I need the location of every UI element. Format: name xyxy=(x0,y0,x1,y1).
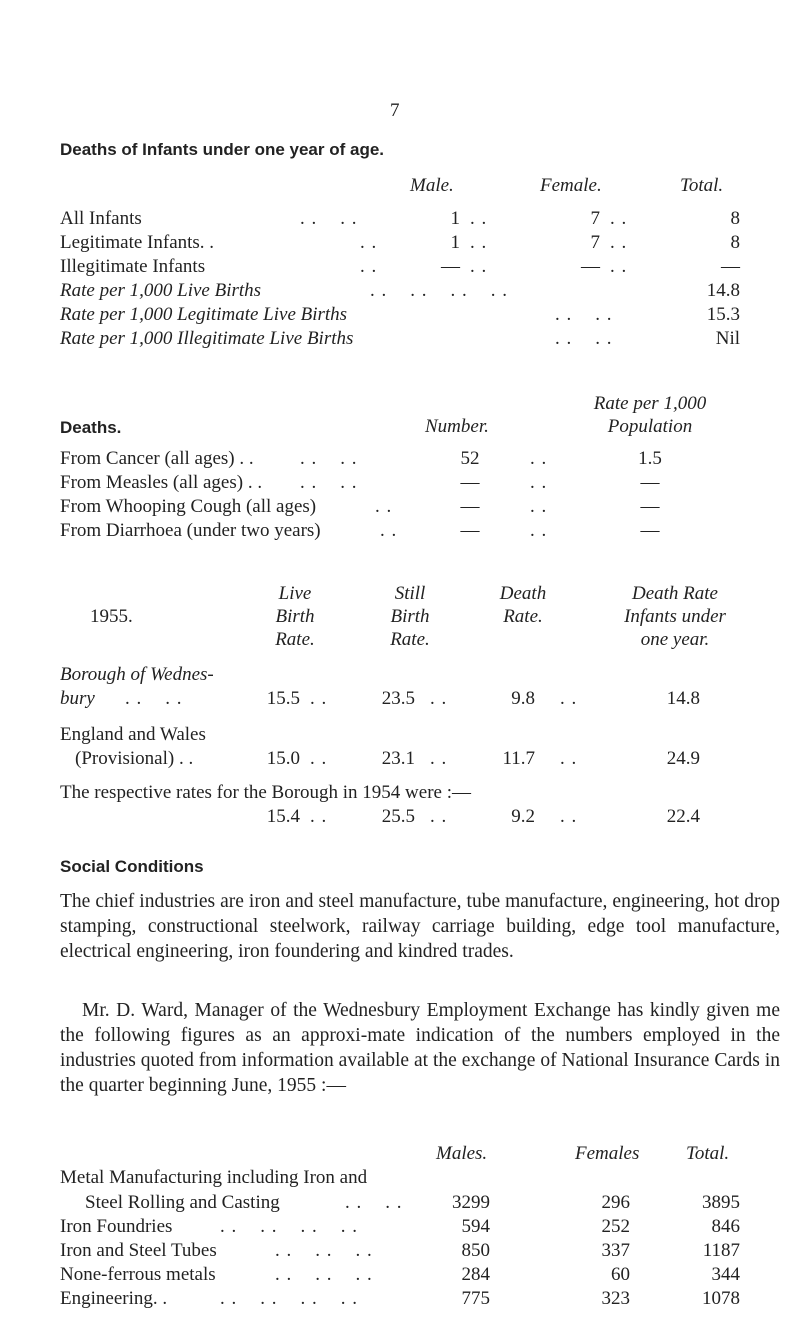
rate-value: 14.8 xyxy=(706,280,740,301)
female-value: 7 xyxy=(590,208,600,229)
col-total: Total. xyxy=(680,175,724,196)
social-paragraph-1 xyxy=(60,889,780,964)
social-paragraph-2 xyxy=(60,998,780,1098)
total-value: — xyxy=(721,256,740,277)
leader-dots: . . xyxy=(310,748,328,769)
row-label: All Infants xyxy=(60,208,142,229)
males-value: 3299 xyxy=(452,1192,490,1213)
number-value: 52 xyxy=(460,448,480,469)
col2-line3: Rate. xyxy=(390,629,430,650)
deaths-heading: Deaths. xyxy=(60,418,122,437)
leader-dots: . . . . xyxy=(300,448,358,469)
row-label-line1: Borough of Wednes- xyxy=(60,664,214,685)
row-label: Engineering. . xyxy=(60,1288,168,1309)
row-label: Iron Foundries xyxy=(60,1216,173,1237)
total-value: 846 xyxy=(711,1216,740,1237)
still-birth-rate: 25.5 xyxy=(381,806,415,827)
row-label-line2: (Provisional) . . xyxy=(75,748,194,769)
leader-dots: . . . . . . xyxy=(275,1240,373,1261)
paragraph-text: The chief industries are iron and steel manufacture, tube manufacture, engineering, hot drop stamping, constructional steelwork, railway carriage building, edge tool manufacture, electrical engineering, iron foundering and kindred trades. xyxy=(60,891,780,962)
leader-dots: . . xyxy=(375,496,393,517)
col-males: Males. xyxy=(436,1143,488,1164)
leader-dots: . . xyxy=(530,472,548,493)
total-value: 344 xyxy=(711,1264,740,1285)
leader-dots: . . xyxy=(470,232,488,253)
leader-dots: . . . . . . xyxy=(275,1264,373,1285)
infant-death-rate: 22.4 xyxy=(666,806,700,827)
rate-value: 15.3 xyxy=(706,304,740,325)
male-value: 1 xyxy=(450,232,460,253)
col1-line1: Live xyxy=(278,583,312,604)
col2-line1: Still xyxy=(394,583,426,604)
col-male: Male. xyxy=(410,175,454,196)
row-label: None-ferrous metals xyxy=(60,1264,216,1285)
col1-line3: Rate. xyxy=(275,629,315,650)
leader-dots: . . xyxy=(560,748,578,769)
death-rate: 9.8 xyxy=(511,688,535,709)
female-value: 7 xyxy=(590,232,600,253)
row-label: Illegitimate Infants xyxy=(60,256,206,277)
still-birth-rate: 23.5 xyxy=(381,688,415,709)
males-value: 775 xyxy=(461,1288,490,1309)
female-value: — xyxy=(581,256,600,277)
rate-label: Rate per 1,000 Live Births xyxy=(60,280,262,301)
infant-death-rate: 14.8 xyxy=(666,688,700,709)
leader-dots: . . . . xyxy=(345,1192,403,1213)
death-rate: 11.7 xyxy=(502,748,535,769)
leader-dots: . . . . xyxy=(300,208,358,229)
number-value: — xyxy=(460,520,480,541)
leader-dots: . . xyxy=(360,256,378,277)
rate-label: Rate per 1,000 Legitimate Live Births xyxy=(60,304,348,325)
rate-value: 1.5 xyxy=(638,448,662,469)
females-value: 252 xyxy=(601,1216,630,1237)
leader-dots: . . . . xyxy=(125,688,183,709)
col-rate-line1: Rate per 1,000 xyxy=(593,393,707,414)
live-birth-rate: 15.4 xyxy=(266,806,300,827)
rate-label: Rate per 1,000 Illegitimate Live Births xyxy=(60,328,354,349)
row-label: Legitimate Infants. . xyxy=(60,232,215,253)
leader-dots: . . xyxy=(470,208,488,229)
leader-dots: . . xyxy=(310,688,328,709)
paragraph-text: Mr. D. Ward, Manager of the Wednesbury Employment Exchange has kindly given me the following figures as an approxi-mate indication of the numbers employed in the industries quoted from information available at the exchange of National Insurance Cards in the quarter beginning June, 1955 :— xyxy=(60,1000,780,1096)
leader-dots: . . xyxy=(470,256,488,277)
leader-dots: . . xyxy=(610,232,628,253)
row-label-line1: England and Wales xyxy=(60,724,206,745)
col1-line2: Birth xyxy=(275,606,315,627)
col2-line2: Birth xyxy=(390,606,430,627)
row-label: Steel Rolling and Casting xyxy=(85,1192,280,1213)
male-value: 1 xyxy=(450,208,460,229)
leader-dots: . . xyxy=(610,208,628,229)
total-value: 3895 xyxy=(702,1192,740,1213)
leader-dots: . . xyxy=(530,448,548,469)
leader-dots: . . . . xyxy=(300,472,358,493)
col-females: Females xyxy=(575,1143,640,1164)
leader-dots: . . xyxy=(380,520,398,541)
leader-dots: . . xyxy=(310,806,328,827)
total-value: 8 xyxy=(730,232,740,253)
col-number: Number. xyxy=(425,416,489,437)
males-value: 594 xyxy=(461,1216,490,1237)
row-label: From Whooping Cough (all ages) xyxy=(60,496,317,517)
leader-dots: . . . . . . . . xyxy=(220,1216,358,1237)
males-value: 850 xyxy=(461,1240,490,1261)
row-label: From Cancer (all ages) . . xyxy=(60,448,254,469)
infant-death-rate: 24.9 xyxy=(666,748,700,769)
col4-line1: Death Rate xyxy=(631,583,718,604)
infants-heading: Deaths of Infants under one year of age. xyxy=(60,140,385,159)
live-birth-rate: 15.5 xyxy=(266,688,300,709)
leader-dots: . . . . . . . . xyxy=(370,280,508,301)
col-female: Female. xyxy=(540,175,602,196)
total-value: 8 xyxy=(730,208,740,229)
rate-value: — xyxy=(640,520,660,541)
leader-dots: . . xyxy=(430,748,448,769)
rate-value: Nil xyxy=(715,328,740,349)
year-label: 1955. xyxy=(90,606,133,627)
total-value: 1078 xyxy=(702,1288,740,1309)
leader-dots: . . . . xyxy=(555,304,613,325)
leader-dots: . . xyxy=(610,256,628,277)
col4-line3: one year. xyxy=(640,629,710,650)
leader-dots: . . xyxy=(360,232,378,253)
females-value: 60 xyxy=(611,1264,630,1285)
leader-dots: . . xyxy=(430,806,448,827)
col3-line2: Rate. xyxy=(503,606,543,627)
leader-dots: . . xyxy=(530,496,548,517)
row-label: From Measles (all ages) . . xyxy=(60,472,263,493)
social-heading: Social Conditions xyxy=(60,857,204,876)
live-birth-rate: 15.0 xyxy=(266,748,300,769)
number-value: — xyxy=(460,472,480,493)
rate-value: — xyxy=(640,472,660,493)
row-label: Iron and Steel Tubes xyxy=(60,1240,217,1261)
females-value: 323 xyxy=(601,1288,630,1309)
number-value: — xyxy=(460,496,480,517)
males-value: 284 xyxy=(461,1264,490,1285)
male-value: — xyxy=(441,256,460,277)
rates-note: The respective rates for the Borough in 1954 were :— xyxy=(60,782,472,803)
total-value: 1187 xyxy=(702,1240,740,1261)
row-label: From Diarrhoea (under two years) xyxy=(60,520,321,541)
leader-dots: . . . . . . . . xyxy=(220,1288,358,1309)
females-value: 296 xyxy=(601,1192,630,1213)
leader-dots: . . xyxy=(430,688,448,709)
col-emp-total: Total. xyxy=(686,1143,730,1164)
leader-dots: . . . . xyxy=(555,328,613,349)
rate-value: — xyxy=(640,496,660,517)
page-number: 7 xyxy=(390,100,400,121)
col3-line1: Death xyxy=(499,583,547,604)
leader-dots: . . xyxy=(530,520,548,541)
still-birth-rate: 23.1 xyxy=(381,748,415,769)
row-label-line2: bury xyxy=(60,688,95,709)
first-label-line1: Metal Manufacturing including Iron and xyxy=(60,1167,368,1188)
leader-dots: . . xyxy=(560,806,578,827)
death-rate: 9.2 xyxy=(511,806,535,827)
leader-dots: . . xyxy=(560,688,578,709)
females-value: 337 xyxy=(601,1240,630,1261)
col-rate-line2: Population xyxy=(607,416,693,437)
col4-line2: Infants under xyxy=(624,606,726,627)
